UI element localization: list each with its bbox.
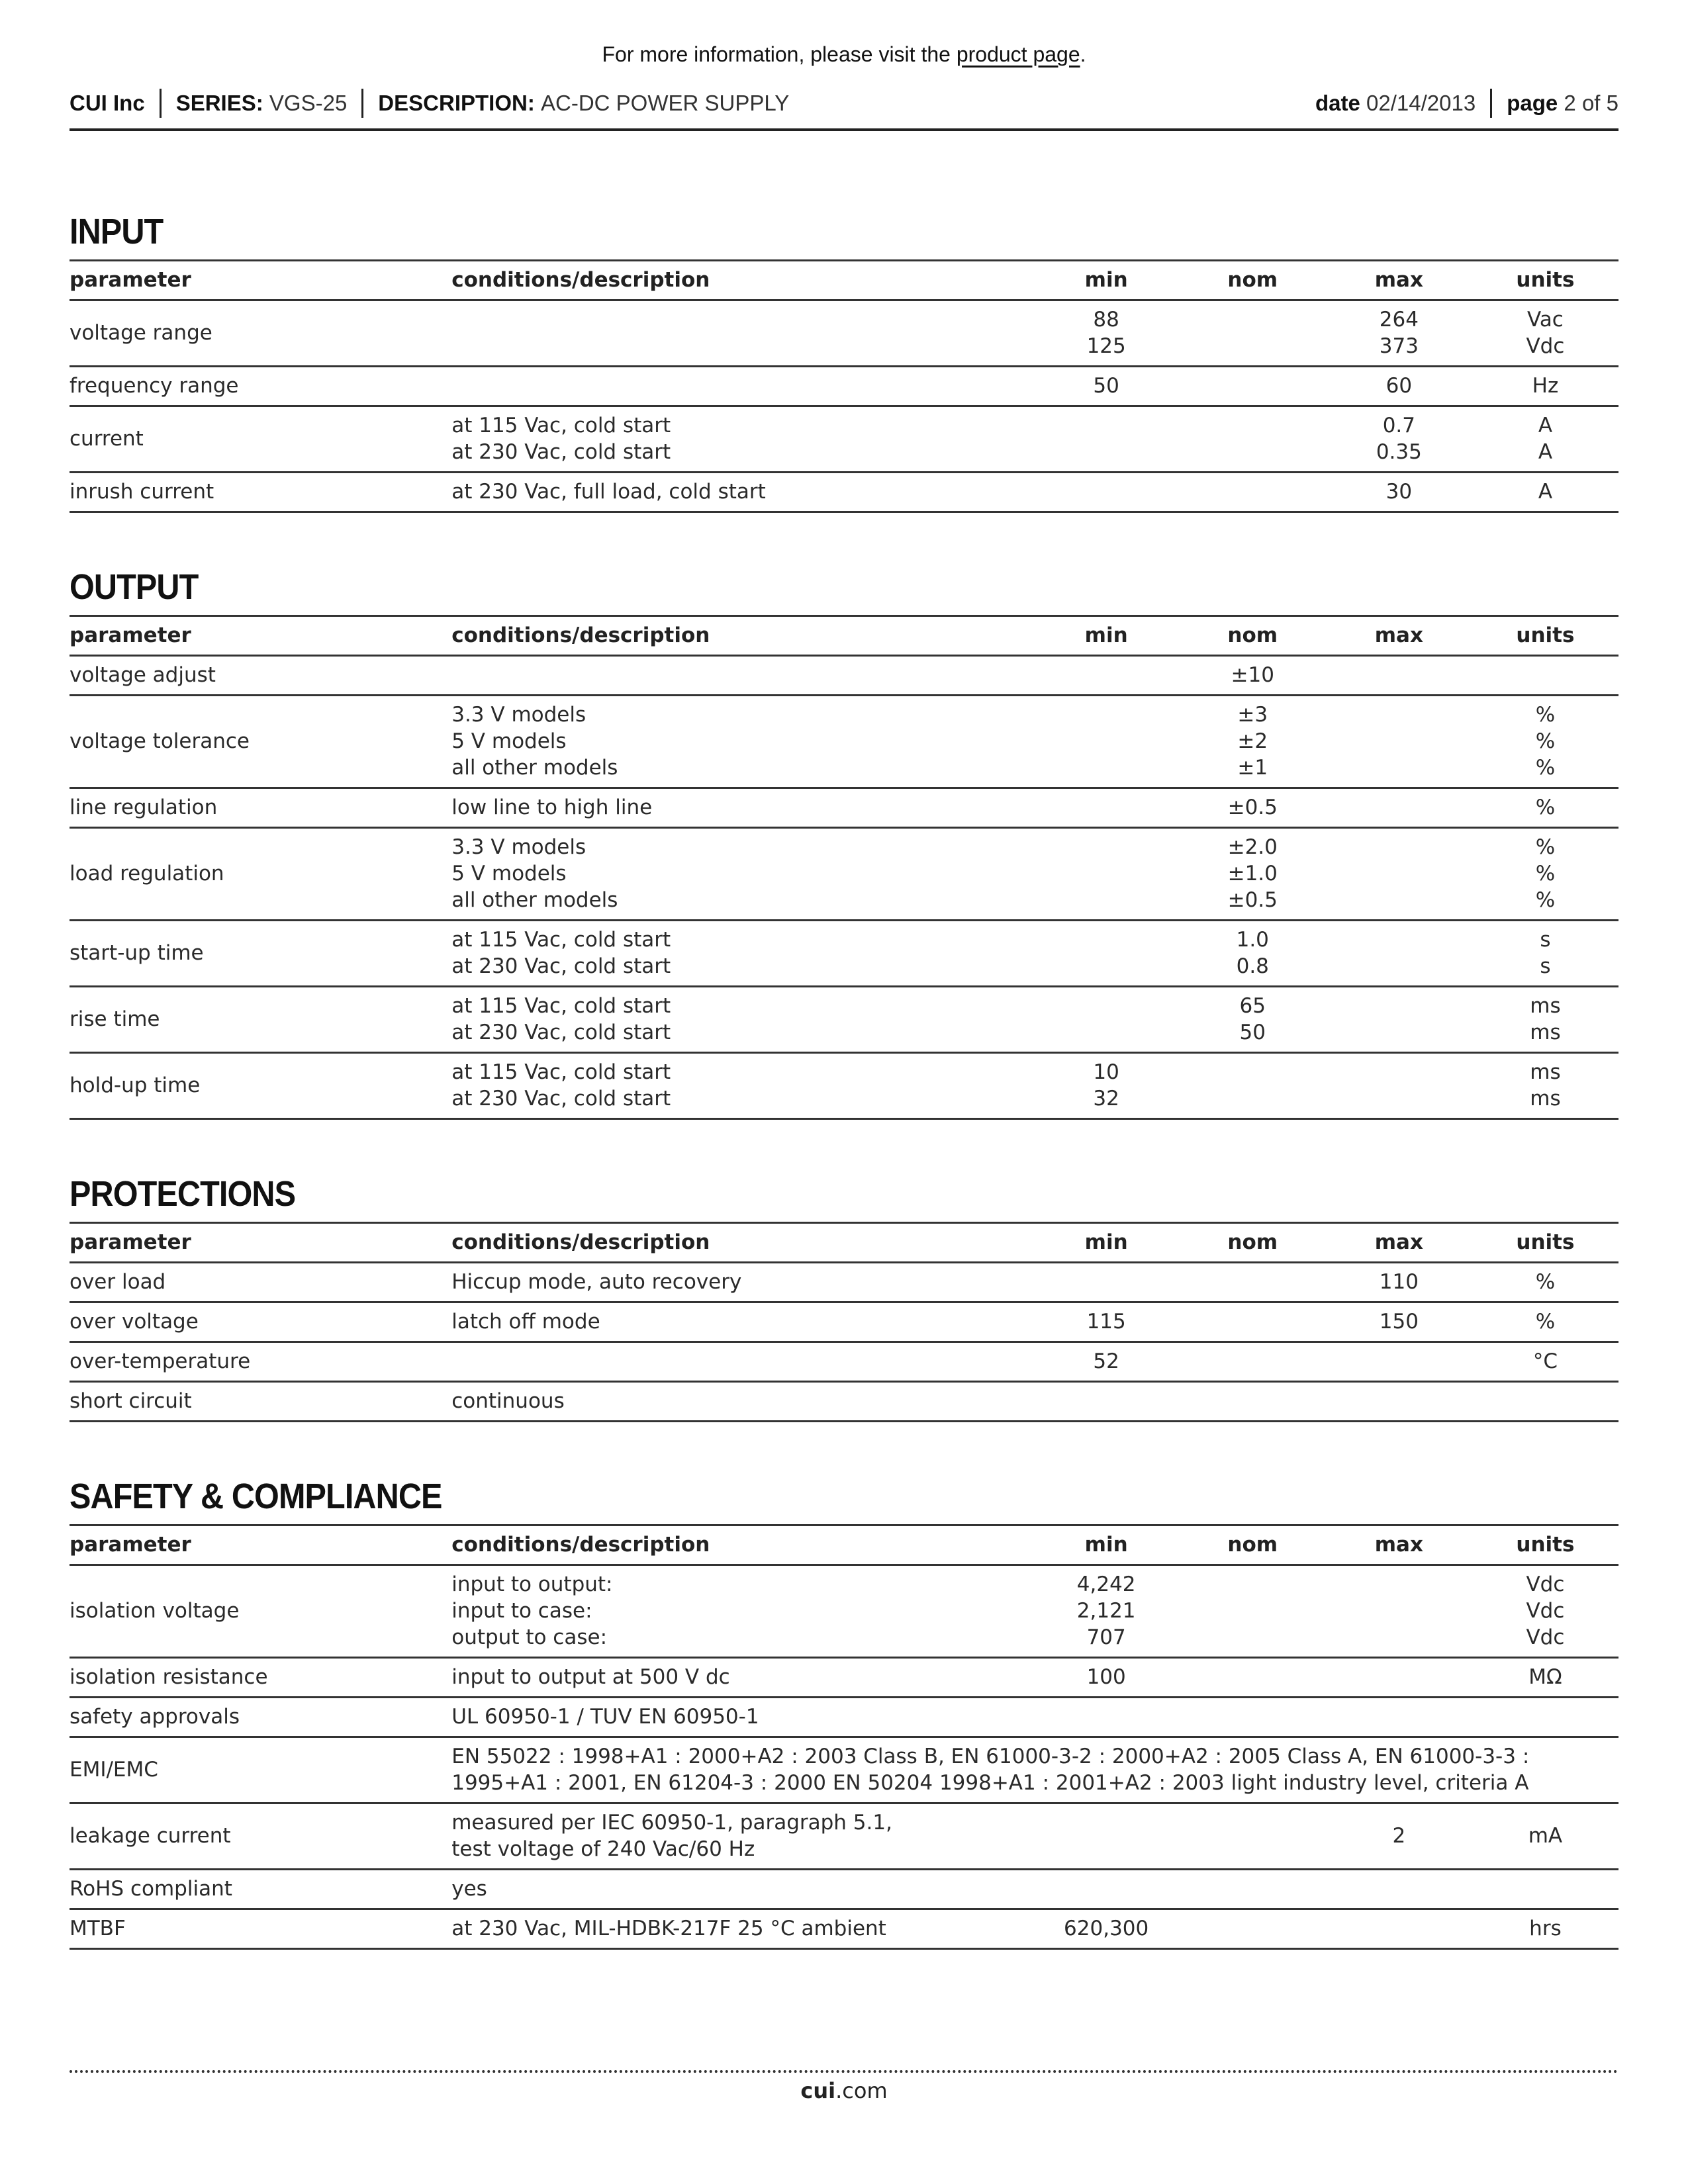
- nom-cell: [1180, 1870, 1326, 1909]
- max-cell: [1326, 1565, 1472, 1658]
- cond-cell: [451, 1382, 1033, 1422]
- units-value: MΩ: [1528, 1665, 1562, 1689]
- max-value: 264: [1379, 308, 1419, 332]
- min-cell: [1033, 1382, 1180, 1422]
- cond-value: latch off mode: [451, 1310, 600, 1334]
- min-cell: [1033, 473, 1180, 512]
- nom-value: ±2: [1237, 729, 1268, 753]
- table-row: [70, 788, 1618, 828]
- units-cell: [1472, 828, 1618, 921]
- column-header-nom: nom: [1180, 616, 1326, 656]
- table-row: [70, 1382, 1618, 1422]
- column-header-min: min: [1033, 261, 1180, 300]
- units-cell: [1472, 406, 1618, 473]
- date-value: 02/14/2013: [1366, 91, 1476, 115]
- units-cell: [1472, 1803, 1618, 1870]
- units-value: Vdc: [1526, 1572, 1565, 1596]
- cond-value: at 115 Vac, cold start: [451, 994, 671, 1018]
- nom-cell: [1180, 1803, 1326, 1870]
- header-divider: [361, 89, 363, 118]
- table-row: [70, 300, 1618, 367]
- units-value: ms: [1530, 1087, 1561, 1111]
- nom-value: ±0.5: [1227, 796, 1278, 819]
- parameter-cell: safety approvals: [70, 1698, 451, 1737]
- units-value: s: [1540, 928, 1551, 952]
- document-header: [70, 87, 1618, 119]
- max-value: 150: [1379, 1310, 1419, 1334]
- nom-cell: [1180, 1698, 1326, 1737]
- table-row: [70, 1803, 1618, 1870]
- min-cell: [1033, 1698, 1180, 1737]
- nom-cell: [1180, 1053, 1326, 1119]
- cond-cell: [451, 987, 1033, 1053]
- max-cell: [1326, 367, 1472, 406]
- units-cell: [1472, 788, 1618, 828]
- series-value: VGS-25: [269, 91, 348, 115]
- min-value: 620,300: [1064, 1917, 1149, 1940]
- units-value: s: [1540, 954, 1551, 978]
- parameter-cell: hold-up time: [70, 1053, 451, 1119]
- note-text: For more information, please visit the: [602, 42, 957, 66]
- column-header-max: max: [1326, 1223, 1472, 1263]
- parameter-cell: over load: [70, 1263, 451, 1302]
- cond-value: at 230 Vac, cold start: [451, 954, 671, 978]
- section-title-protections: PROTECTIONS: [70, 1174, 296, 1214]
- nom-cell: [1180, 1565, 1326, 1658]
- min-value: 115: [1086, 1310, 1126, 1334]
- cond-value: measured per IEC 60950-1, paragraph 5.1,: [451, 1811, 892, 1835]
- cond-cell: [451, 1698, 1033, 1737]
- parameter-cell: frequency range: [70, 367, 451, 406]
- units-value: Vac: [1527, 308, 1564, 332]
- parameter-cell: leakage current: [70, 1803, 451, 1870]
- min-value: 4,242: [1076, 1572, 1136, 1596]
- min-value: 32: [1093, 1087, 1119, 1111]
- min-cell: [1033, 406, 1180, 473]
- cond-value: at 230 Vac, cold start: [451, 440, 671, 464]
- units-cell: [1472, 1909, 1618, 1949]
- cond-value: test voltage of 240 Vac/60 Hz: [451, 1837, 755, 1861]
- nom-cell: [1180, 300, 1326, 367]
- units-value: %: [1535, 756, 1556, 780]
- min-value: 88: [1093, 308, 1119, 332]
- max-value: 0.35: [1376, 440, 1422, 464]
- cond-value: at 230 Vac, cold start: [451, 1087, 671, 1111]
- column-header-max: max: [1326, 1525, 1472, 1565]
- max-value: 0.7: [1382, 414, 1415, 437]
- product-page-link[interactable]: product page: [956, 42, 1080, 66]
- column-header-nom: nom: [1180, 261, 1326, 300]
- nom-cell: [1180, 696, 1326, 788]
- note-end: .: [1080, 42, 1086, 66]
- units-value: mA: [1528, 1824, 1563, 1848]
- parameter-cell: isolation voltage: [70, 1565, 451, 1658]
- column-header-min: min: [1033, 1525, 1180, 1565]
- cond-value: all other models: [451, 756, 618, 780]
- column-header-nom: nom: [1180, 1223, 1326, 1263]
- parameter-cell: voltage range: [70, 300, 451, 367]
- min-cell: [1033, 1803, 1180, 1870]
- parameter-cell: voltage tolerance: [70, 696, 451, 788]
- max-value: 110: [1379, 1270, 1419, 1294]
- nom-cell: [1180, 406, 1326, 473]
- max-cell: [1326, 1803, 1472, 1870]
- nom-value: 1.0: [1236, 928, 1269, 952]
- min-cell: [1033, 367, 1180, 406]
- units-cell: [1472, 1053, 1618, 1119]
- min-cell: [1033, 1263, 1180, 1302]
- page-value: 2 of 5: [1564, 91, 1618, 115]
- min-value: 707: [1086, 1625, 1126, 1649]
- min-cell: [1033, 300, 1180, 367]
- min-cell: [1033, 1658, 1180, 1698]
- cond-cell: [451, 300, 1033, 367]
- cond-value: Hiccup mode, auto recovery: [451, 1270, 742, 1294]
- units-cell: [1472, 1658, 1618, 1698]
- table-row: [70, 473, 1618, 512]
- table-row: [70, 367, 1618, 406]
- nom-cell: [1180, 1909, 1326, 1949]
- units-value: A: [1538, 480, 1553, 504]
- nom-value: 65: [1239, 994, 1266, 1018]
- cond-cell: [451, 1342, 1033, 1382]
- parameter-cell: RoHS compliant: [70, 1870, 451, 1909]
- cond-cell: [451, 788, 1033, 828]
- min-value: 50: [1093, 374, 1119, 398]
- units-cell: [1472, 656, 1618, 696]
- units-value: %: [1535, 1270, 1556, 1294]
- max-cell: [1326, 473, 1472, 512]
- units-value: %: [1535, 1310, 1556, 1334]
- nom-cell: [1180, 987, 1326, 1053]
- max-value: 2: [1392, 1824, 1406, 1848]
- cond-value: 3.3 V models: [451, 703, 586, 727]
- nom-value: ±10: [1231, 663, 1274, 687]
- parameter-cell: load regulation: [70, 828, 451, 921]
- cond-cell: [451, 473, 1033, 512]
- min-cell: [1033, 1342, 1180, 1382]
- nom-cell: [1180, 473, 1326, 512]
- table-row: [70, 406, 1618, 473]
- units-value: %: [1535, 729, 1556, 753]
- table-row: [70, 1658, 1618, 1698]
- max-cell: [1326, 656, 1472, 696]
- nom-value: 50: [1239, 1021, 1266, 1044]
- max-cell: [1326, 696, 1472, 788]
- column-header-parameter: parameter: [70, 1223, 451, 1263]
- parameter-cell: start-up time: [70, 921, 451, 987]
- units-value: Vdc: [1526, 334, 1565, 358]
- nom-value: ±0.5: [1227, 888, 1278, 912]
- max-value: 373: [1379, 334, 1419, 358]
- cond-value: at 115 Vac, cold start: [451, 414, 671, 437]
- column-header-parameter: parameter: [70, 616, 451, 656]
- cond-value: 3.3 V models: [451, 835, 586, 859]
- header-rule: [70, 128, 1618, 131]
- cond-cell: [451, 828, 1033, 921]
- cond-cell: [451, 1053, 1033, 1119]
- cond-cell: [451, 1302, 1033, 1342]
- column-header-units: units: [1472, 1525, 1618, 1565]
- units-value: ms: [1530, 1021, 1561, 1044]
- min-value: 100: [1086, 1665, 1126, 1689]
- nom-value: ±1: [1237, 756, 1268, 780]
- max-cell: [1326, 300, 1472, 367]
- min-value: 52: [1093, 1349, 1119, 1373]
- max-value: 30: [1385, 480, 1413, 504]
- series-label: SERIES:: [175, 91, 263, 115]
- cond-cell: [451, 406, 1033, 473]
- table-row: [70, 1698, 1618, 1737]
- min-value: 10: [1093, 1060, 1119, 1084]
- units-cell: [1472, 1302, 1618, 1342]
- cond-cell: [451, 696, 1033, 788]
- footer-brand: cui: [800, 2078, 836, 2103]
- units-cell: [1472, 1382, 1618, 1422]
- cond-value: continuous: [451, 1389, 565, 1413]
- units-cell: [1472, 921, 1618, 987]
- parameter-cell: rise time: [70, 987, 451, 1053]
- max-cell: [1326, 1053, 1472, 1119]
- column-header-units: units: [1472, 616, 1618, 656]
- cond-cell: [451, 1803, 1033, 1870]
- parameter-cell: isolation resistance: [70, 1658, 451, 1698]
- min-cell: [1033, 1053, 1180, 1119]
- cond-value: yes: [451, 1877, 487, 1901]
- cond-cell: [451, 1909, 1033, 1949]
- cond-cell: [451, 1263, 1033, 1302]
- parameter-cell: current: [70, 406, 451, 473]
- max-cell: [1326, 1698, 1472, 1737]
- max-cell: [1326, 828, 1472, 921]
- units-value: %: [1535, 835, 1556, 859]
- table-row: [70, 1302, 1618, 1342]
- column-header-min: min: [1033, 616, 1180, 656]
- column-header-nom: nom: [1180, 1525, 1326, 1565]
- nom-cell: [1180, 1302, 1326, 1342]
- cond-cell: [451, 1658, 1033, 1698]
- parameter-cell: line regulation: [70, 788, 451, 828]
- column-header-max: max: [1326, 616, 1472, 656]
- header-divider: [1490, 89, 1492, 118]
- column-header-parameter: parameter: [70, 261, 451, 300]
- column-header-max: max: [1326, 261, 1472, 300]
- units-cell: [1472, 473, 1618, 512]
- min-cell: [1033, 987, 1180, 1053]
- units-value: Vdc: [1526, 1599, 1565, 1623]
- header-divider: [160, 89, 162, 118]
- max-cell: [1326, 1302, 1472, 1342]
- min-value: 125: [1086, 334, 1126, 358]
- column-header-conditions-description: conditions/description: [451, 261, 1033, 300]
- cond-value: at 115 Vac, cold start: [451, 928, 671, 952]
- units-cell: [1472, 1870, 1618, 1909]
- parameter-cell: EMI/EMC: [70, 1737, 451, 1803]
- page-label: page: [1507, 91, 1558, 115]
- parameter-cell: voltage adjust: [70, 656, 451, 696]
- units-cell: [1472, 1565, 1618, 1658]
- min-cell: [1033, 696, 1180, 788]
- units-cell: [1472, 1263, 1618, 1302]
- nom-cell: [1180, 656, 1326, 696]
- column-header-units: units: [1472, 1223, 1618, 1263]
- nom-cell: [1180, 788, 1326, 828]
- cond-value: 5 V models: [451, 862, 567, 886]
- max-cell: [1326, 1870, 1472, 1909]
- nom-cell: [1180, 1658, 1326, 1698]
- parameter-cell: over-temperature: [70, 1342, 451, 1382]
- units-cell: [1472, 1698, 1618, 1737]
- min-cell: [1033, 1565, 1180, 1658]
- section-title-safety-compliance: SAFETY & COMPLIANCE: [70, 1477, 442, 1516]
- table-row: [70, 1870, 1618, 1909]
- units-value: %: [1535, 796, 1556, 819]
- min-cell: [1033, 1302, 1180, 1342]
- column-header-conditions-description: conditions/description: [451, 1525, 1033, 1565]
- cond-value: input to output at 500 V dc: [451, 1665, 730, 1689]
- cond-cell: [451, 1565, 1033, 1658]
- table-row: [70, 1737, 1618, 1803]
- table-row: [70, 1909, 1618, 1949]
- cond-value: UL 60950-1 / TUV EN 60950-1: [451, 1705, 759, 1729]
- cond-value: at 115 Vac, cold start: [451, 1060, 671, 1084]
- units-cell: [1472, 300, 1618, 367]
- footer: [0, 2078, 1688, 2103]
- table-header-row: [70, 261, 1618, 300]
- footer-domain: .com: [835, 2078, 888, 2103]
- cond-value: 5 V models: [451, 729, 567, 753]
- nom-cell: [1180, 1382, 1326, 1422]
- column-header-parameter: parameter: [70, 1525, 451, 1565]
- section-title-input: INPUT: [70, 212, 164, 251]
- max-cell: [1326, 1342, 1472, 1382]
- table-header-row: [70, 616, 1618, 656]
- units-value: %: [1535, 703, 1556, 727]
- spec-table-protections: [70, 1222, 1618, 1422]
- table-row: [70, 921, 1618, 987]
- parameter-cell: inrush current: [70, 473, 451, 512]
- nom-cell: [1180, 921, 1326, 987]
- spec-table-output: [70, 615, 1618, 1120]
- column-header-conditions-description: conditions/description: [451, 616, 1033, 656]
- nom-cell: [1180, 828, 1326, 921]
- cond-value: at 230 Vac, MIL-HDBK-217F 25 °C ambient: [451, 1917, 886, 1940]
- units-value: Hz: [1532, 374, 1559, 398]
- table-row: [70, 987, 1618, 1053]
- description-label: DESCRIPTION:: [378, 91, 535, 115]
- units-value: A: [1538, 440, 1553, 464]
- units-value: ms: [1530, 994, 1561, 1018]
- min-cell: [1033, 788, 1180, 828]
- units-value: A: [1538, 414, 1553, 437]
- footer-rule: [70, 2070, 1618, 2073]
- nom-value: ±3: [1237, 703, 1268, 727]
- max-value: 60: [1385, 374, 1413, 398]
- spec-table-safety-compliance: [70, 1524, 1618, 1950]
- nom-cell: [1180, 1342, 1326, 1382]
- parameter-cell: MTBF: [70, 1909, 451, 1949]
- table-header-row: [70, 1525, 1618, 1565]
- parameter-cell: short circuit: [70, 1382, 451, 1422]
- max-cell: [1326, 1909, 1472, 1949]
- units-cell: [1472, 987, 1618, 1053]
- spec-table-input: [70, 259, 1618, 513]
- cond-value: input to output:: [451, 1572, 613, 1596]
- table-row: [70, 696, 1618, 788]
- column-header-min: min: [1033, 1223, 1180, 1263]
- min-cell: [1033, 656, 1180, 696]
- cond-value: at 230 Vac, full load, cold start: [451, 480, 766, 504]
- nom-value: 0.8: [1236, 954, 1269, 978]
- max-cell: [1326, 788, 1472, 828]
- cond-cell: [451, 1737, 1618, 1803]
- units-value: °C: [1532, 1349, 1558, 1373]
- table-row: [70, 656, 1618, 696]
- min-cell: [1033, 1909, 1180, 1949]
- max-cell: [1326, 1263, 1472, 1302]
- cond-value: output to case:: [451, 1625, 608, 1649]
- cond-cell: [451, 367, 1033, 406]
- min-value: 2,121: [1076, 1599, 1136, 1623]
- table-row: [70, 1565, 1618, 1658]
- cond-value: low line to high line: [451, 796, 653, 819]
- company-name: CUI Inc: [70, 91, 145, 115]
- units-cell: [1472, 1342, 1618, 1382]
- cond-cell: [451, 1870, 1033, 1909]
- section-title-output: OUTPUT: [70, 567, 199, 607]
- product-info-note: [0, 42, 1688, 67]
- cond-value: at 230 Vac, cold start: [451, 1021, 671, 1044]
- description-value: AC-DC POWER SUPPLY: [540, 91, 790, 115]
- column-header-units: units: [1472, 261, 1618, 300]
- units-cell: [1472, 367, 1618, 406]
- table-row: [70, 1263, 1618, 1302]
- nom-cell: [1180, 367, 1326, 406]
- cond-value: EN 55022 : 1998+A1 : 2000+A2 : 2003 Class B, EN 61000-3-2 : 2000+A2 : 2005 Class A, EN 61000-3-3 : 1995+A1 : 2001, EN 61204-3 : 2000 EN 50204 1998+A1 : 2001+A2 : 2003 light industry level, criteria A: [451, 1745, 1530, 1795]
- column-header-conditions-description: conditions/description: [451, 1223, 1033, 1263]
- nom-value: ±2.0: [1227, 835, 1278, 859]
- max-cell: [1326, 921, 1472, 987]
- max-cell: [1326, 1658, 1472, 1698]
- cond-value: all other models: [451, 888, 618, 912]
- units-cell: [1472, 696, 1618, 788]
- nom-cell: [1180, 1263, 1326, 1302]
- date-label: date: [1315, 91, 1360, 115]
- cond-value: input to case:: [451, 1599, 592, 1623]
- table-row: [70, 1342, 1618, 1382]
- units-value: %: [1535, 888, 1556, 912]
- units-value: %: [1535, 862, 1556, 886]
- cond-cell: [451, 921, 1033, 987]
- min-cell: [1033, 828, 1180, 921]
- max-cell: [1326, 987, 1472, 1053]
- min-cell: [1033, 1870, 1180, 1909]
- units-value: ms: [1530, 1060, 1561, 1084]
- table-row: [70, 1053, 1618, 1119]
- spec-content: [70, 199, 1618, 1991]
- min-cell: [1033, 921, 1180, 987]
- units-value: Vdc: [1526, 1625, 1565, 1649]
- table-header-row: [70, 1223, 1618, 1263]
- table-row: [70, 828, 1618, 921]
- max-cell: [1326, 1382, 1472, 1422]
- nom-value: ±1.0: [1227, 862, 1278, 886]
- parameter-cell: over voltage: [70, 1302, 451, 1342]
- max-cell: [1326, 406, 1472, 473]
- cond-cell: [451, 656, 1033, 696]
- units-value: hrs: [1529, 1917, 1562, 1940]
